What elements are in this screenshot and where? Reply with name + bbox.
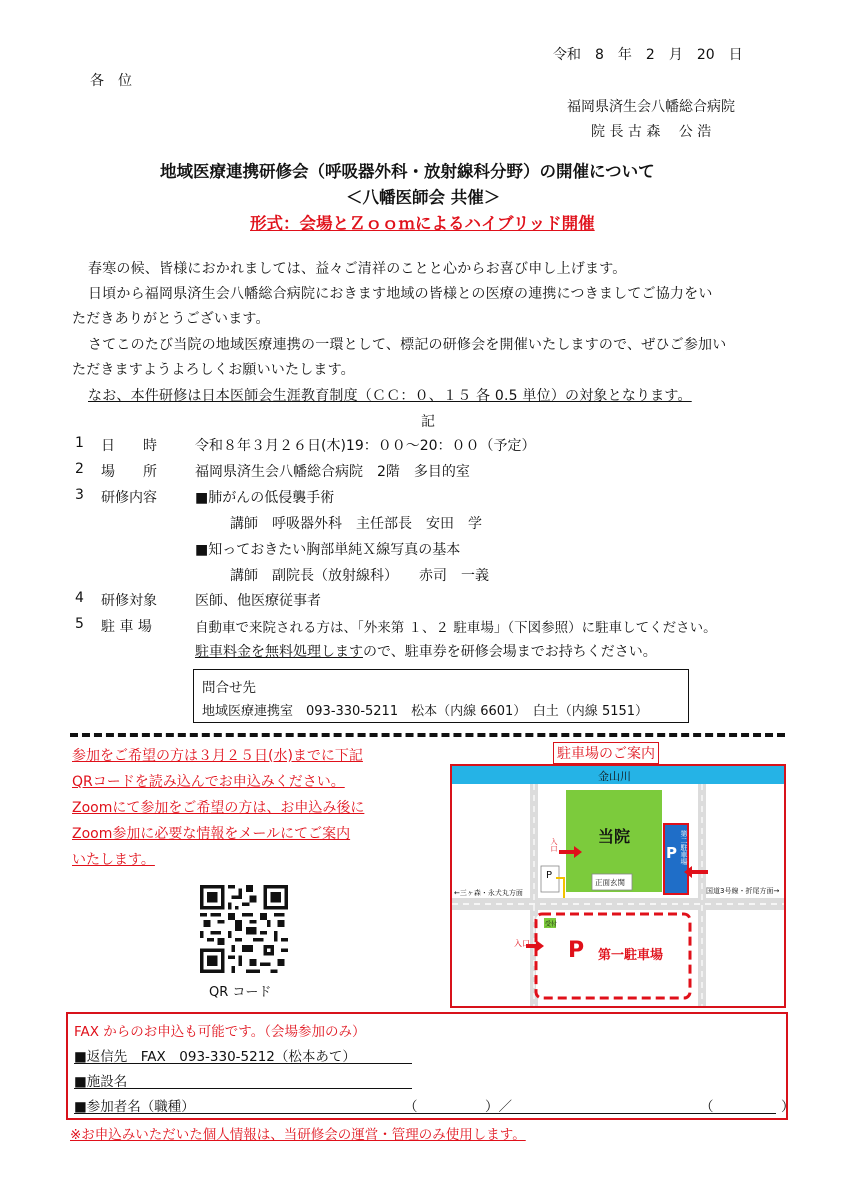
contact-box (193, 669, 689, 723)
greeting-p2a: 日頃から福岡県済生会八幡総合病院におきます地域の皆様との医療の連携につきましてご協力をい (88, 286, 713, 302)
main-entrance-label: 正面玄関 (595, 878, 625, 887)
lot-entrance-label: 入口 (514, 939, 530, 948)
contact-line: 地域医療連携室 093-330-5211 松本（内線 6601） 白土（内線 5151） (202, 704, 649, 719)
detail-label-target: 研修対象 (101, 593, 157, 609)
detail-value-venue: 福岡県済生会八幡総合病院 2階 多目的室 (195, 464, 470, 480)
detail-no-5: 5 (75, 616, 84, 632)
greeting-p3a: さてこのたび当院の地域医療連携の一環として、標記の研修会を開催いたしますので、ぜひご参加い (88, 337, 727, 353)
format-title: 形式：会場とＺｏｏｍによるハイブリッド開催 (250, 214, 595, 233)
detail-no-2: 2 (75, 461, 84, 477)
main-title: 地域医療連携研修会（呼吸器外科・放射線科分野）の開催について (160, 162, 655, 181)
apply-line-5: いたします。 (72, 852, 155, 868)
return-address: ■返信先 FAX 093-330-5212（松本あて） (74, 1049, 356, 1065)
reply-form (66, 1012, 795, 1120)
director-name: 院 長 古 森 公 浩 (591, 124, 712, 140)
entrance-label: 入口 (550, 838, 558, 852)
second-parking-p: P (666, 844, 677, 862)
detail-value-parking: 自動車で来院される方は、「外来第 １、２ 駐車場」（下図参照）に駐車してください。 (195, 620, 717, 636)
return-underline (74, 1063, 412, 1064)
first-parking-p: P (568, 938, 585, 963)
attendee-label: ■参加者名（職種） (74, 1099, 195, 1115)
detail-label-parking: 駐 車 場 (101, 619, 152, 635)
map-title: 駐車場のご案内 (553, 742, 659, 764)
parking-map (450, 764, 786, 1008)
fax-note: FAX からのお申込も可能です。（会場参加のみ） (74, 1024, 366, 1040)
co-host-title: ＜八幡医師会 共催＞ (346, 188, 501, 207)
parking-note-free: 駐車料金を無料処理します (195, 644, 363, 660)
small-parking-p: P (546, 870, 553, 881)
qr-code[interactable] (200, 885, 288, 973)
ki-heading: 記 (421, 414, 435, 430)
apply-line-4: Zoom参加に必要な情報をメールにてご案内 (72, 826, 351, 842)
detail-value-datetime: 令和８年３月２６日(木)19：００～20：００（予定） (195, 438, 536, 454)
lecturer-2: 講師 副院長（放射線科） 赤司 一義 (230, 568, 489, 584)
first-parking-label: 第一駐車場 (598, 948, 664, 963)
cme-note: なお、本件研修は日本医師会生涯教育制度（ＣＣ：０、１５ 各 0.5 単位）の対象となります。 (88, 388, 692, 404)
apply-line-3: Zoomにて参加をご希望の方は、お申込み後に (72, 800, 365, 816)
greeting-p3b: ただきますようよろしくお願いいたします。 (72, 362, 355, 378)
addressee: 各 位 (90, 73, 132, 89)
detail-label-content: 研修内容 (101, 490, 157, 506)
issue-date: 令和 8 年 2 月 20 日 (553, 47, 743, 63)
facility-field[interactable] (74, 1088, 412, 1089)
hospital-name: 福岡県済生会八幡総合病院 (567, 99, 735, 115)
river-label: 金山川 (598, 770, 631, 783)
topic-2: ■知っておきたい胸部単純Ｘ線写真の基本 (195, 542, 461, 558)
detail-value-topic1: ■肺がんの低侵襲手術 (195, 490, 335, 506)
parking-note-rest: ので、駐車券を研修会場までお持ちください。 (363, 644, 657, 660)
second-parking-label: 第二駐車場 (680, 830, 688, 865)
hospital-label: 当院 (598, 827, 631, 846)
attendee-field[interactable] (74, 1113, 776, 1114)
detail-no-4: 4 (75, 590, 84, 606)
attendee-paren-1: （ ）／ (404, 1099, 512, 1115)
contact-title: 問合せ先 (202, 680, 256, 696)
left-road-label: ←三ヶ森・永犬丸方面 (454, 889, 523, 897)
detail-value-target: 医師、他医療従事者 (195, 593, 321, 609)
cut-line (70, 733, 785, 737)
apply-line-2: QRコードを読み込んでお申込みください。 (72, 774, 345, 790)
lecturer-1: 講師 呼吸器外科 主任部長 安田 学 (230, 516, 482, 532)
detail-label-venue: 場 所 (101, 464, 157, 480)
attendee-paren-2: （ ） (700, 1099, 795, 1115)
booth-label: 受付 (545, 921, 558, 928)
detail-label-datetime: 日 時 (101, 438, 157, 454)
greeting-p2b: ただきありがとうございます。 (72, 311, 270, 327)
privacy-note: ※お申込みいただいた個人情報は、当研修会の運営・管理のみ使用します。 (70, 1127, 526, 1143)
greeting-p1: 春寒の候、皆様におかれましては、益々ご清祥のことと心からお喜び申し上げます。 (88, 261, 627, 277)
facility-label: ■施設名 (74, 1074, 128, 1090)
parking-note (195, 641, 657, 661)
detail-no-3: 3 (75, 487, 84, 503)
qr-label: QR コード (209, 985, 272, 1000)
detail-no-1: 1 (75, 435, 84, 451)
apply-line-1: 参加をご希望の方は３月２５日(水)までに下記 (72, 748, 363, 764)
right-road-label: 国道3号線・折尾方面→ (706, 887, 780, 895)
